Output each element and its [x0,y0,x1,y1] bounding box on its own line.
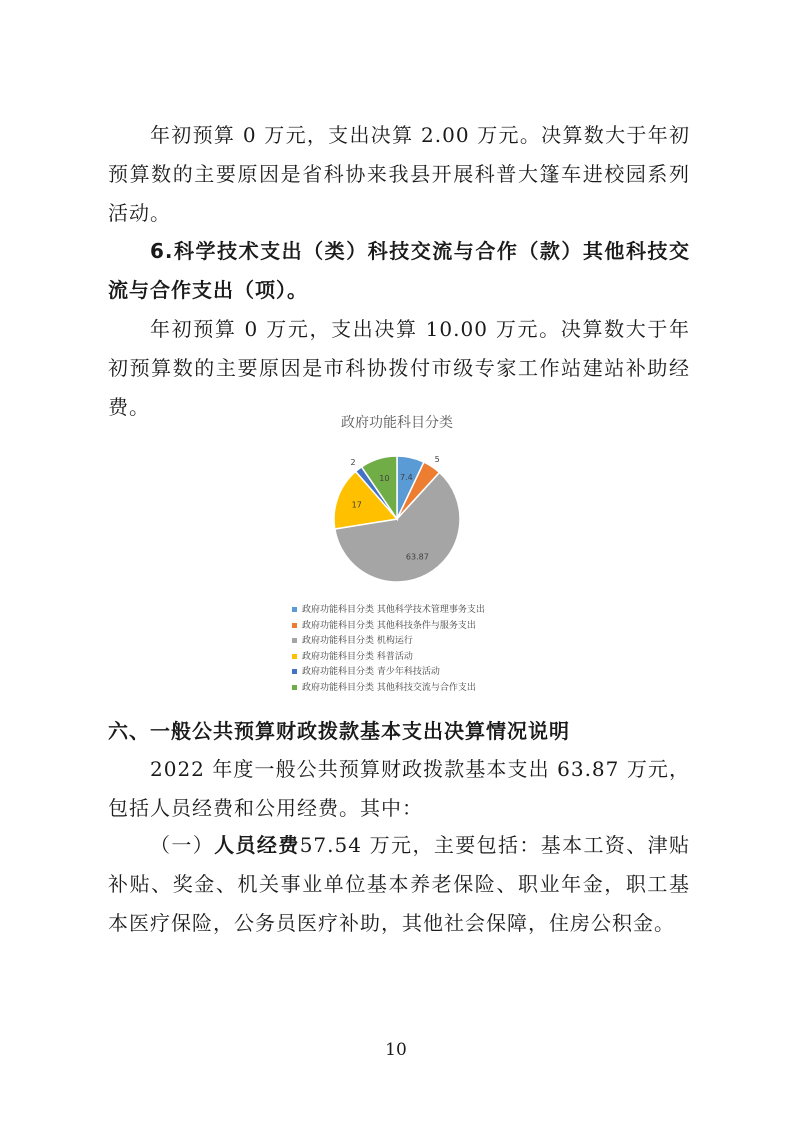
legend-item [292,619,485,635]
pie-chart-svg [262,408,532,598]
paragraph-4-text: 57.54 万元，主要包括：基本工资、津贴补贴、奖金、机关事业单位基本养老保险、职业年金，职工基本医疗保险，公务员医疗补助，其他社会保障，住房公积金。 [108,833,691,935]
legend-label: 政府功能科目分类 其他科学技术管理事务支出 [302,605,485,615]
pie-data-label: 17 [351,500,362,510]
legend-item [292,603,485,619]
legend-swatch [292,685,297,690]
section-heading-7: 六、一般公共预算财政拨款基本支出决算情况说明 [108,719,570,743]
legend-swatch [292,607,297,612]
legend-swatch [292,638,297,643]
pie-data-label: 5 [434,455,440,465]
paragraph-4-prefix: （一） [150,833,215,857]
paragraph-4 [108,826,690,943]
legend-swatch [292,623,297,628]
pie-data-label: 2 [350,457,356,467]
paragraph-3: 2022 年度一般公共预算财政拨款基本支出 63.87 万元，包括人员经费和公用经费。其中： [108,757,690,820]
pie-data-label: 10 [379,474,390,484]
legend-item [292,650,485,666]
legend-label: 政府功能科目分类 其他科技条件与服务支出 [302,620,476,631]
paragraph-4-bold-term: 人员经费 [214,833,300,857]
paragraph-1: 年初预算 0 万元，支出决算 2.00 万元。决算数大于年初预算数的主要原因是省科协来我县开展科普大篷车进校园系列活动。 [108,123,690,225]
pie-data-label: 7.4 [400,473,413,483]
legend-item [292,665,485,681]
legend-label: 政府功能科目分类 科普活动 [302,651,413,662]
pie-data-label: 63.87 [405,552,429,562]
legend-label: 政府功能科目分类 青少年科技活动 [302,667,440,677]
legend-swatch [292,669,297,674]
chart-title: 政府功能科目分类 [341,415,453,431]
legend-label: 政府功能科目分类 其他科技交流与合作支出 [302,682,476,693]
legend-item [292,634,485,650]
legend-label: 政府功能科目分类 机构运行 [302,636,413,646]
section-heading-6: 6.科学技术支出（类）科技交流与合作（款）其他科技交流与合作支出（项）。 [108,239,690,302]
page-number: 10 [385,1040,407,1060]
legend-item [292,681,485,697]
legend-swatch [292,654,297,659]
paragraph-2: 年初预算 0 万元，支出决算 10.00 万元。决算数大于年初预算数的主要原因是市科协拨付市级专家工作站建站补助经费。 [108,317,690,419]
chart-legend [292,603,485,696]
